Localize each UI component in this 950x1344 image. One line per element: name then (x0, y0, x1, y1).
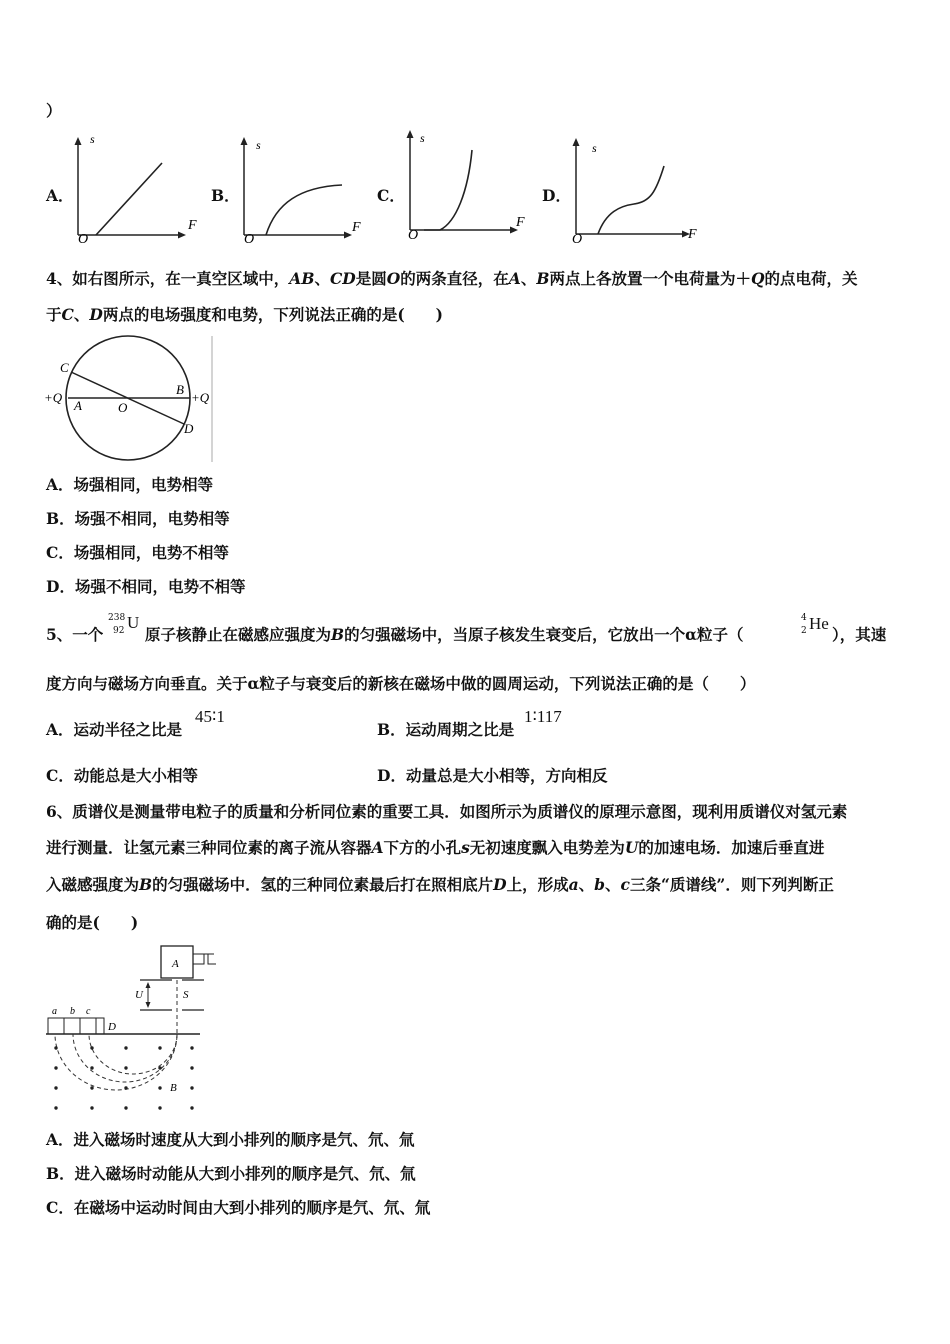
q5-option-c: C．动能总是大小相等 (46, 766, 198, 785)
q5-he-mass: 4 (801, 613, 807, 623)
graph-a-axis-s: s (90, 132, 95, 146)
q5-option-a: A．运动半径之比是 (46, 720, 183, 739)
q3-option-d-label: D． (542, 186, 571, 205)
q4-option-d: D．场强不相同，电势不相等 (46, 577, 246, 596)
q6-stem-line3: 入磁感强度为B的匀强磁场中．氢的三种同位素最后打在照相底片D上，形成a、b、c三条“质谱线”．则下列判断正 (46, 875, 834, 894)
q4-option-a: A．场强相同，电势相等 (46, 475, 214, 494)
graph-a-line (96, 163, 162, 235)
q6-stem-line1: 6、质谱仪是测量带电粒子的质量和分析同位素的重要工具．如图所示为质谱仪的原理示意图，现利用质谱仪对氢元素 (46, 802, 848, 821)
q5-option-d: D．动量总是大小相等，方向相反 (377, 766, 608, 785)
q3-option-a-label: A． (46, 186, 74, 205)
label-s: S (183, 989, 189, 1001)
graph-d-origin: O (572, 232, 583, 247)
graph-c-axis-s: s (420, 131, 425, 145)
q6-option-b: B．进入磁场时动能从大到小排列的顺序是氕、氘、氚 (46, 1164, 416, 1183)
q6-stem-line4: 确的是( ) (46, 913, 139, 932)
q5-option-b: B．运动周期之比是 (377, 720, 515, 739)
label-d: D (184, 421, 194, 436)
graph-b-curve (266, 185, 342, 235)
label-film-d: D (108, 1021, 116, 1033)
q6-option-c: C．在磁场中运动时间由大到小排列的顺序是氕、氘、氚 (46, 1198, 431, 1217)
label-container-a: A (172, 958, 179, 970)
label-u: U (135, 989, 143, 1001)
graph-d-axis-f: F (688, 227, 697, 242)
q5-u-symbol: U (127, 613, 140, 632)
q3-graph-d (558, 130, 698, 255)
q5-stem-end: ），其速 (832, 625, 887, 644)
q5-he-symbol: He (809, 614, 829, 633)
label-b: B (176, 382, 184, 397)
graph-d-axis-s: s (592, 141, 597, 155)
right-charge: +Q (191, 390, 210, 405)
graph-a-axis-f: F (188, 218, 197, 233)
q4-option-c: C．场强相同，电势不相等 (46, 543, 229, 562)
q6-mass-spectrometer-figure (44, 940, 224, 1115)
q5-prefix: 5、一个 (46, 625, 104, 644)
q3-graph-b (226, 125, 361, 250)
q5-ratio-a: 45∶1 (195, 707, 225, 726)
label-a: A (74, 398, 82, 413)
q4-option-b: B．场强不相同，电势相等 (46, 509, 230, 528)
q5-stem-line2: 度方向与磁场方向垂直。关于α粒子与衰变后的新核在磁场中做的圆周运动，下列说法正确的是（ ） (46, 674, 756, 693)
label-c: C (60, 360, 69, 375)
graph-a-origin: O (78, 232, 89, 247)
label-field-b: B (170, 1082, 177, 1094)
q6-stem-line2: 进行测量．让氢元素三种同位素的离子流从容器A下方的小孔s无初速度飘入电势差为U的加速电场．加速后垂直进 (46, 838, 825, 857)
graph-b-axis-f: F (352, 220, 361, 235)
q3-closing-paren: ） (46, 101, 62, 120)
q3-graph-c (392, 122, 532, 247)
graph-b-axis-s: s (256, 138, 261, 152)
graph-b-origin: O (244, 232, 255, 247)
q4-circle-figure (44, 334, 224, 466)
q6-option-a: A．进入磁场时速度从大到小排列的顺序是氕、氘、氚 (46, 1130, 415, 1149)
label-o: O (118, 400, 128, 415)
graph-c-axis-f: F (516, 215, 525, 230)
label-line-c: c (86, 1006, 91, 1017)
q3-option-c-label: C． (377, 186, 405, 205)
q3-option-b-label: B． (211, 186, 240, 205)
q5-ratio-b: 1∶117 (524, 707, 562, 726)
field-dots (54, 1046, 193, 1109)
graph-c-curve (424, 150, 472, 230)
q5-u-charge: 92 (113, 626, 125, 636)
graph-d-curve (598, 166, 664, 234)
q5-stem-line1: 原子核静止在磁感应强度为B的匀强磁场中，当原子核发生衰变后，它放出一个α粒子（ (145, 625, 744, 644)
q5-he-charge: 2 (801, 626, 807, 636)
q5-u-mass: 238 (108, 613, 126, 623)
q3-graph-a (60, 125, 195, 250)
q4-stem-line1: 4、如右图所示，在一真空区域中，AB、CD是圆O的两条直径，在A、B两点上各放置一个电荷量为＋Q的点电荷，关 (46, 269, 858, 288)
left-charge: +Q (44, 390, 63, 405)
label-line-a: a (52, 1006, 57, 1017)
graph-c-origin: O (408, 228, 419, 243)
q4-stem-line2: 于C、D两点的电场强度和电势，下列说法正确的是( ) (46, 305, 443, 324)
label-line-b: b (70, 1006, 75, 1017)
